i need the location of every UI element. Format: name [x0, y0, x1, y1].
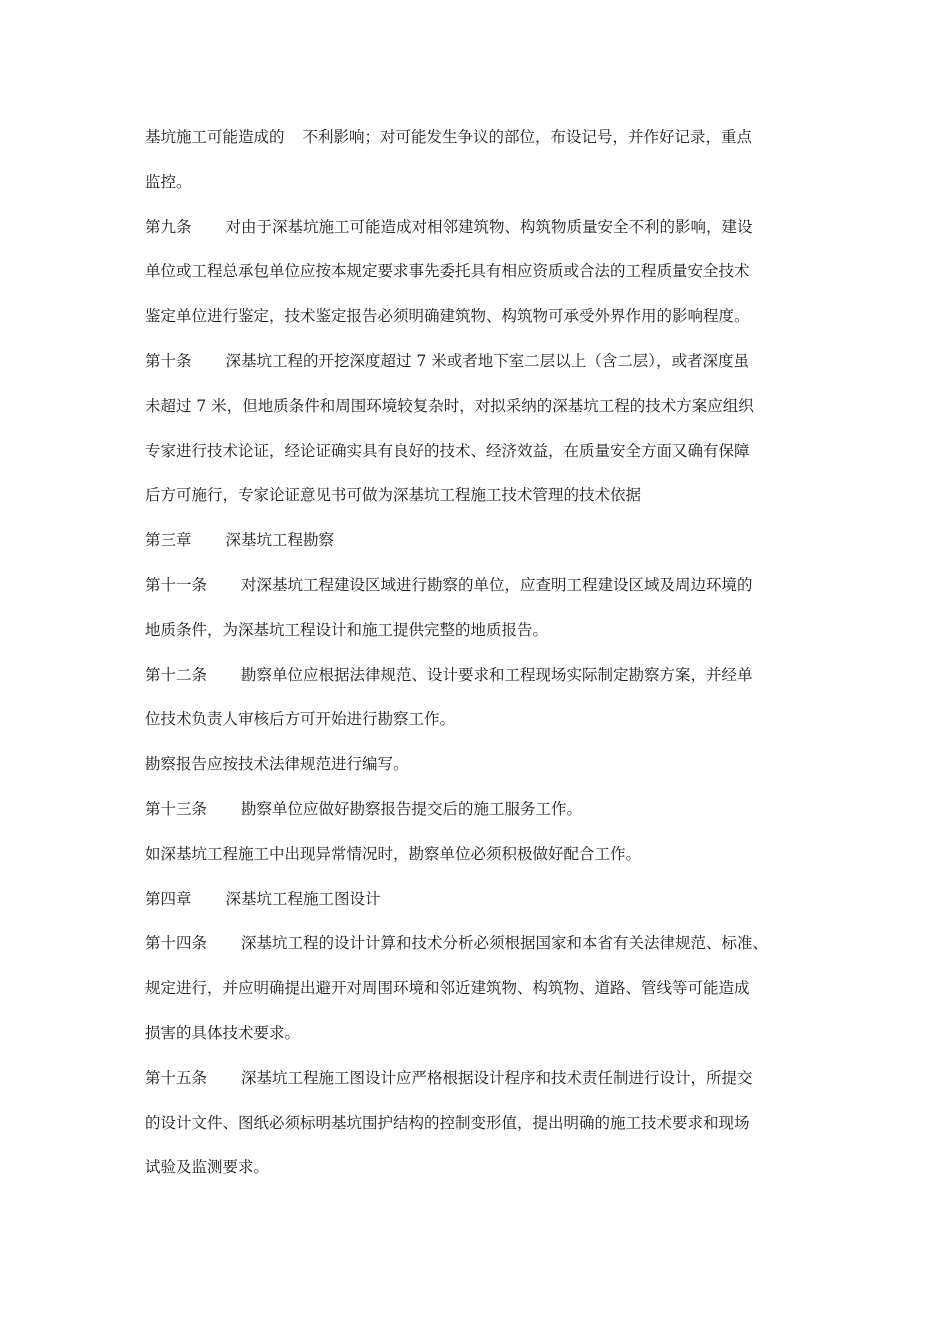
line-heading: 第九条 — [145, 217, 192, 236]
line-text: 如深基坑工程施工中出现异常情况时，勘察单位必须积极做好配合工作。 — [145, 844, 642, 863]
text-line — [145, 389, 810, 434]
line-text: 对深基坑工程建设区域进行勘察的单位，应查明工程建设区域及周边环境的 — [241, 575, 753, 594]
text-line — [145, 344, 810, 389]
text-line — [145, 568, 810, 613]
text-line — [145, 1016, 810, 1061]
line-text: 勘察报告应按技术法律规范进行编写。 — [145, 755, 409, 774]
text-line — [145, 210, 810, 255]
text-line — [145, 926, 810, 971]
line-heading: 第十条 — [145, 351, 192, 370]
line-text: 鉴定单位进行鉴定，技术鉴定报告必须明确建筑物、构筑物可承受外界作用的影响程度。 — [145, 307, 750, 326]
line-text: 损害的具体技术要求。 — [145, 1023, 301, 1042]
line-heading: 基坑施工可能造成的 — [145, 128, 285, 146]
text-line — [145, 613, 810, 658]
text-line — [145, 523, 810, 568]
line-text: 深基坑工程施工图设计 — [225, 889, 381, 908]
text-line — [145, 971, 810, 1016]
line-text: 地质条件，为深基坑工程设计和施工提供完整的地质报告。 — [145, 620, 549, 639]
line-text: 深基坑工程勘察 — [225, 531, 335, 550]
text-line — [145, 299, 810, 344]
text-line — [145, 1150, 810, 1195]
text-line — [145, 747, 810, 792]
text-line — [145, 478, 810, 523]
line-heading: 第十三条 — [145, 799, 208, 818]
line-text: 对由于深基坑施工可能造成对相邻建筑物、构筑物质量安全不利的影响，建设 — [225, 217, 753, 236]
line-text: 后方可施行，专家论证意见书可做为深基坑工程施工技术管理的技术依据 — [145, 486, 642, 505]
document-body — [145, 120, 810, 1195]
line-text: 勘察单位应根据法律规范、设计要求和工程现场实际制定勘察方案，并经单 — [241, 665, 753, 684]
text-line — [145, 837, 810, 882]
line-text: 位技术负责人审核后方可开始进行勘察工作。 — [145, 710, 456, 729]
line-text: 不利影响；对可能发生争议的部位，布设记号，并作好记录，重点 — [302, 128, 753, 146]
line-heading: 第十五条 — [145, 1068, 208, 1087]
line-text: 深基坑工程的设计计算和技术分析必须根据国家和本省有关法律规范、标准、 — [241, 934, 769, 953]
text-line — [145, 254, 810, 299]
line-heading: 第十四条 — [145, 934, 208, 953]
line-text: 深基坑工程施工图设计应严格根据设计程序和技术责任制进行设计，所提交 — [241, 1068, 753, 1087]
text-line — [145, 792, 810, 837]
line-text: 勘察单位应做好勘察报告提交后的施工服务工作。 — [241, 799, 583, 818]
text-line — [145, 120, 810, 165]
text-line — [145, 165, 810, 210]
line-text: 规定进行，并应明确提出避开对周围环境和邻近建筑物、构筑物、道路、管线等可能造成 — [145, 979, 750, 998]
text-line — [145, 702, 810, 747]
line-text: 单位或工程总承包单位应按本规定要求事先委托具有相应资质或合法的工程质量安全技术 — [145, 262, 750, 281]
line-text: 专家进行技术论证，经论证确实具有良好的技术、经济效益，在质量安全方面又确有保障 — [145, 441, 750, 460]
line-text: 未超过 7 米，但地质条件和周围环境较复杂时，对拟采纳的深基坑工程的技术方案应组织 — [145, 396, 754, 415]
line-text: 深基坑工程的开挖深度超过 7 米或者地下室二层以上（含二层），或者深度虽 — [225, 351, 749, 370]
text-line — [145, 658, 810, 703]
text-line — [145, 1061, 810, 1106]
line-heading: 第十一条 — [145, 575, 208, 594]
text-line — [145, 1106, 810, 1151]
line-heading: 第四章 — [145, 889, 192, 908]
line-text: 监控。 — [145, 172, 192, 191]
line-heading: 第三章 — [145, 531, 192, 550]
line-text: 的设计文件、图纸必须标明基坑围护结构的控制变形值，提出明确的施工技术要求和现场 — [145, 1113, 750, 1132]
text-line — [145, 434, 810, 479]
text-line — [145, 882, 810, 927]
line-heading: 第十二条 — [145, 665, 208, 684]
line-text: 试验及监测要求。 — [145, 1158, 270, 1177]
